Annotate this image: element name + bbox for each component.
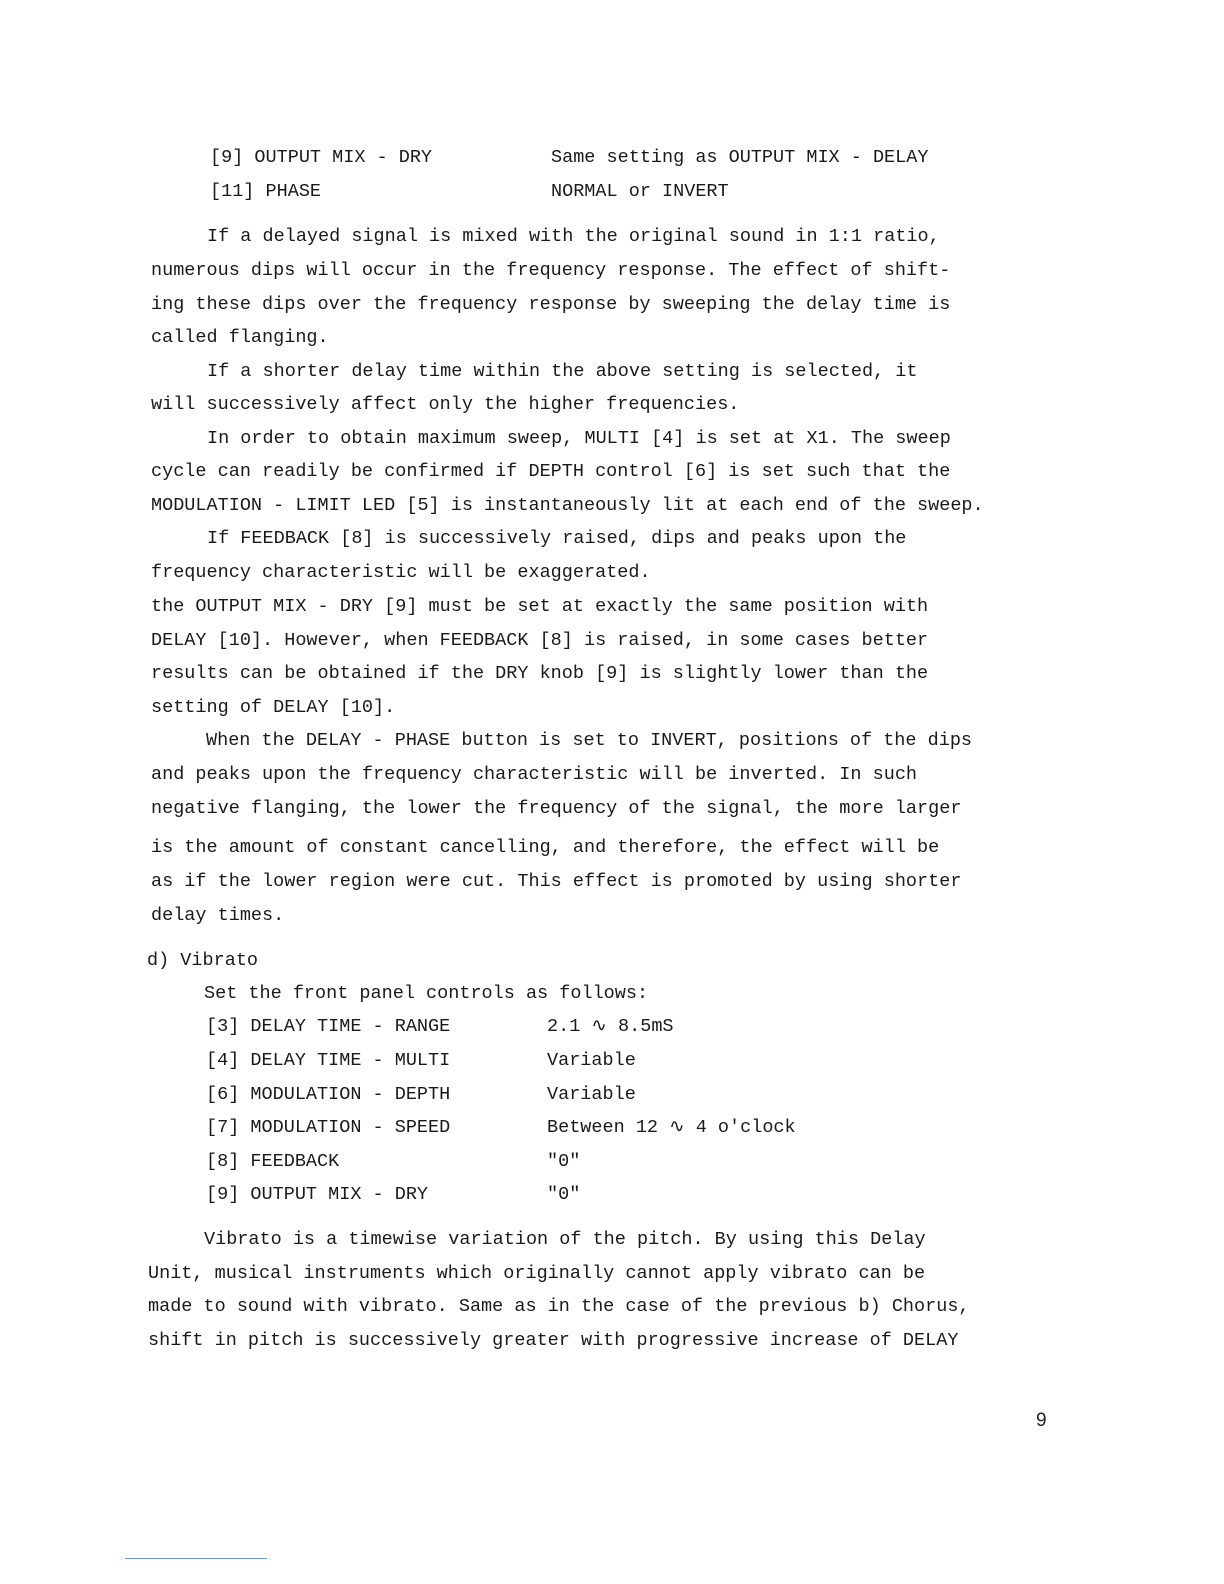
paragraph-line: When the DELAY - PHASE button is set to INVERT, positions of the dips (206, 730, 973, 751)
paragraph-line: If a shorter delay time within the above setting is selected, it (207, 361, 918, 382)
paragraph-line: MODULATION - LIMIT LED [5] is instantaneously lit at each end of the sweep. (151, 495, 984, 516)
setting-label-modulation-speed: [7] MODULATION - SPEED (206, 1117, 451, 1138)
section-heading-vibrato: d) Vibrato (147, 950, 259, 971)
paragraph-line: numerous dips will occur in the frequency response. The effect of shift- (151, 260, 951, 281)
setting-label-modulation-depth: [6] MODULATION - DEPTH (206, 1084, 451, 1105)
paragraph-line: made to sound with vibrato. Same as in the case of the previous b) Chorus, (148, 1296, 970, 1317)
setting-value-phase: NORMAL or INVERT (551, 181, 729, 202)
setting-label-phase: [11] PHASE (210, 181, 322, 202)
paragraph-line: will successively affect only the higher frequencies. (151, 394, 740, 415)
setting-value-delay-time-multi: Variable (547, 1050, 636, 1071)
paragraph-line: setting of DELAY [10]. (151, 697, 396, 718)
setting-value-output-mix-dry: Same setting as OUTPUT MIX - DELAY (551, 147, 929, 168)
paragraph-line: ing these dips over the frequency response by sweeping the delay time is (151, 294, 951, 315)
paragraph-line: the OUTPUT MIX - DRY [9] must be set at exactly the same position with (151, 596, 929, 617)
setting-label-delay-time-range: [3] DELAY TIME - RANGE (206, 1016, 451, 1037)
paragraph-line: results can be obtained if the DRY knob [9] is slightly lower than the (151, 663, 929, 684)
setting-value-delay-time-range: 2.1 ∿ 8.5mS (547, 1016, 674, 1037)
paragraph-line: cycle can readily be confirmed if DEPTH control [6] is set such that the (151, 461, 951, 482)
setting-label-delay-time-multi: [4] DELAY TIME - MULTI (206, 1050, 451, 1071)
paragraph-line: If a delayed signal is mixed with the original sound in 1:1 ratio, (207, 226, 940, 247)
setting-label-feedback: [8] FEEDBACK (206, 1151, 340, 1172)
setting-value-feedback: "0" (547, 1151, 581, 1172)
paragraph-line: frequency characteristic will be exaggerated. (151, 562, 651, 583)
setting-value-modulation-speed: Between 12 ∿ 4 o'clock (547, 1117, 796, 1138)
paragraph-line: Unit, musical instruments which originally cannot apply vibrato can be (148, 1263, 926, 1284)
page-number: 9 (1036, 1410, 1047, 1431)
paragraph-line: shift in pitch is successively greater with progressive increase of DELAY (148, 1330, 959, 1351)
setting-label-output-mix-dry-2: [9] OUTPUT MIX - DRY (206, 1184, 429, 1205)
paragraph-line: called flanging. (151, 327, 329, 348)
paragraph-line: as if the lower region were cut. This effect is promoted by using shorter (151, 871, 962, 892)
paragraph-line: and peaks upon the frequency characteristic will be inverted. In such (151, 764, 918, 785)
paragraph-line: is the amount of constant cancelling, and therefore, the effect will be (151, 837, 940, 858)
paragraph-line: DELAY [10]. However, when FEEDBACK [8] is raised, in some cases better (151, 630, 929, 651)
setting-label-output-mix-dry: [9] OUTPUT MIX - DRY (210, 147, 433, 168)
paragraph-line: delay times. (151, 905, 285, 926)
paragraph-line: In order to obtain maximum sweep, MULTI [4] is set at X1. The sweep (207, 428, 951, 449)
vibrato-intro: Set the front panel controls as follows: (204, 983, 649, 1004)
setting-value-modulation-depth: Variable (547, 1084, 636, 1105)
footer-divider (125, 1558, 267, 1559)
paragraph-line: negative flanging, the lower the frequency of the signal, the more larger (151, 798, 962, 819)
setting-value-output-mix-dry-2: "0" (547, 1184, 581, 1205)
paragraph-line: If FEEDBACK [8] is successively raised, dips and peaks upon the (207, 528, 907, 549)
paragraph-line: Vibrato is a timewise variation of the pitch. By using this Delay (204, 1229, 926, 1250)
